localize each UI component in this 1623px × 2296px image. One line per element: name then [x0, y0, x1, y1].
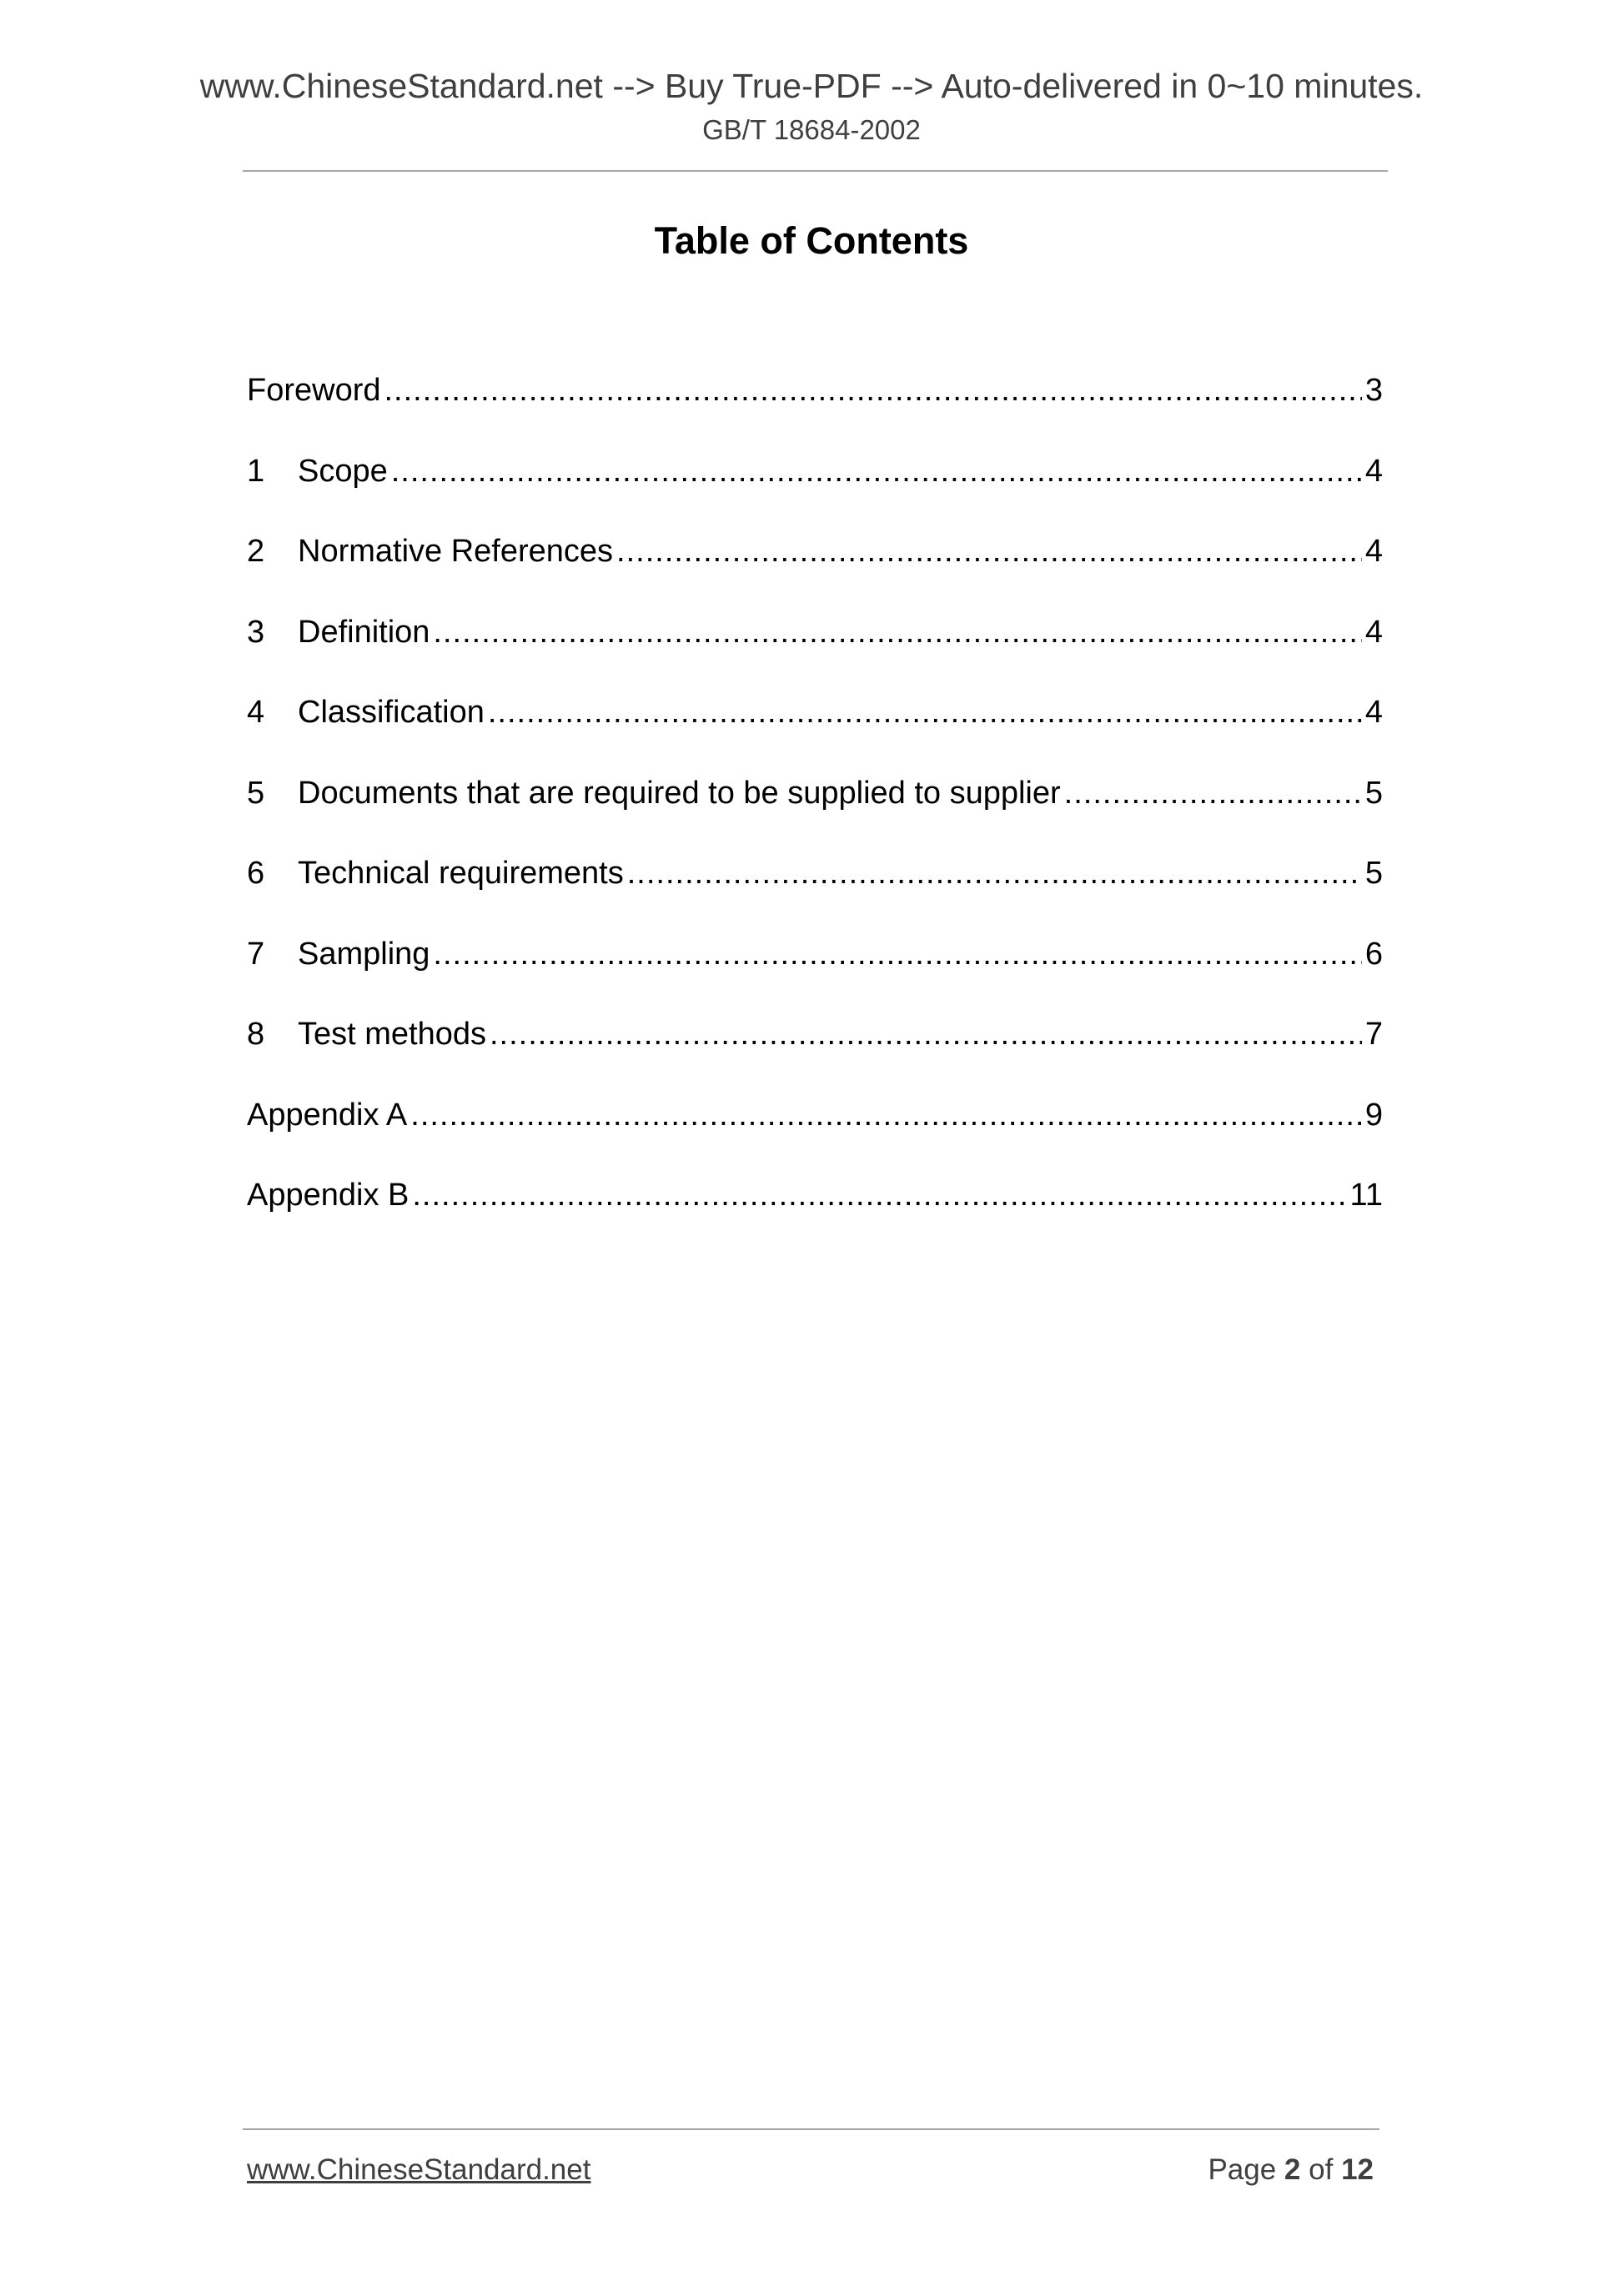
toc-leader-dots	[410, 1092, 1362, 1138]
toc-entry-number: 8	[247, 1017, 265, 1052]
header-banner: www.ChineseStandard.net --> Buy True-PDF --> Auto-delivered in 0~10 minutes.	[199, 67, 1424, 105]
toc-entry-classification[interactable]	[247, 689, 1383, 770]
toc-entry-page: 5	[1364, 856, 1383, 891]
table-of-contents	[247, 367, 1383, 1253]
toc-entry-number: 2	[247, 534, 265, 569]
toc-entry-appendix-a[interactable]	[247, 1092, 1383, 1173]
toc-entry-label: Normative References	[298, 534, 614, 569]
footer-site-link[interactable]: www.ChineseStandard.net	[247, 2153, 591, 2186]
toc-entry-documents-required[interactable]	[247, 770, 1383, 851]
standard-code: GB/T 18684-2002	[702, 114, 921, 145]
toc-entry-page: 4	[1364, 453, 1383, 489]
toc-leader-dots	[384, 367, 1362, 414]
toc-entry-page: 4	[1364, 614, 1383, 650]
toc-entry-sampling[interactable]	[247, 931, 1383, 1012]
total-pages-number: 12	[1341, 2153, 1374, 2186]
toc-entry-label: Definition	[298, 614, 430, 650]
toc-leader-dots	[433, 609, 1361, 656]
header-divider	[243, 170, 1388, 172]
toc-leader-dots	[412, 1172, 1346, 1218]
toc-entry-label: Appendix A	[247, 1097, 408, 1133]
page-title: Table of Contents	[654, 219, 969, 262]
toc-entry-scope[interactable]	[247, 448, 1383, 529]
toc-leader-dots	[490, 1011, 1362, 1058]
toc-entry-page: 11	[1349, 1178, 1383, 1213]
toc-entry-label: Appendix B	[247, 1178, 410, 1213]
toc-leader-dots	[488, 689, 1362, 736]
toc-entry-label: Test methods	[298, 1017, 486, 1052]
toc-entry-label: Scope	[298, 453, 388, 489]
toc-leader-dots	[627, 850, 1362, 897]
page-separator: of	[1309, 2153, 1334, 2186]
toc-entry-page: 6	[1364, 936, 1383, 972]
toc-leader-dots	[1064, 770, 1362, 816]
toc-entry-number: 5	[247, 775, 265, 811]
toc-entry-number: 1	[247, 453, 265, 489]
toc-entry-page: 4	[1364, 695, 1383, 730]
toc-entry-page: 5	[1364, 775, 1383, 811]
toc-entry-appendix-b[interactable]	[247, 1172, 1383, 1253]
toc-entry-page: 9	[1364, 1097, 1383, 1133]
toc-entry-number: 3	[247, 614, 265, 650]
toc-entry-test-methods[interactable]	[247, 1011, 1383, 1092]
toc-entry-label: Documents that are required to be supplied to supplier	[298, 775, 1061, 811]
toc-entry-definition[interactable]	[247, 609, 1383, 690]
toc-leader-dots	[616, 528, 1362, 575]
toc-entry-normative-references[interactable]	[247, 528, 1383, 609]
toc-entry-number: 7	[247, 936, 265, 972]
toc-leader-dots	[391, 448, 1362, 495]
page-prefix: Page	[1208, 2153, 1277, 2186]
toc-entry-technical-requirements[interactable]	[247, 850, 1383, 931]
toc-entry-label: Sampling	[298, 936, 430, 972]
toc-entry-label: Classification	[298, 695, 485, 730]
footer-divider	[243, 2128, 1379, 2130]
page-indicator	[1208, 2152, 1374, 2188]
toc-entry-label: Foreword	[247, 373, 381, 408]
toc-entry-page: 3	[1364, 373, 1383, 408]
toc-entry-page: 7	[1364, 1017, 1383, 1052]
toc-entry-number: 6	[247, 856, 265, 891]
current-page-number: 2	[1284, 2153, 1301, 2186]
toc-entry-number: 4	[247, 695, 265, 730]
toc-entry-page: 4	[1364, 534, 1383, 569]
toc-leader-dots	[433, 931, 1361, 977]
toc-entry-foreword[interactable]	[247, 367, 1383, 448]
toc-entry-label: Technical requirements	[298, 856, 624, 891]
